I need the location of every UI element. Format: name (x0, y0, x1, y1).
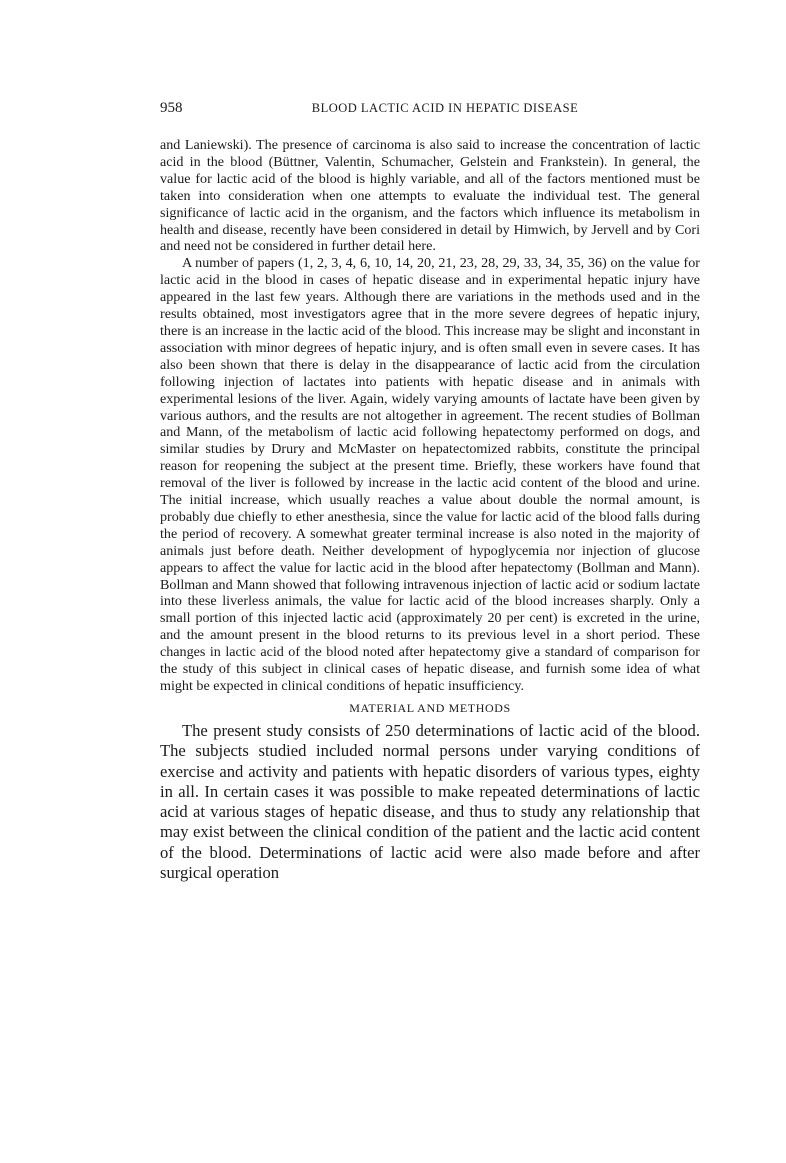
paragraph-present-study: The present study consists of 250 determinations of lactic acid of the blood. The subjects studied included normal persons under varying conditions of exercise and activity and patients with hepatic disorders of various types, eighty in all. In certain cases it was possible to make repeated determinations of lactic acid at various stages of hepatic disease, and thus to study any relationship that may exist between the clinical condition of the patient and the lactic acid content of the blood. Determinations of lactic acid were also made before and after surgical operation (160, 720, 700, 882)
paragraph-continuation: and Laniewski). The presence of carcinoma is also said to increase the concentration of lactic acid in the blood (Büttner, Valentin, Schumacher, Gelstein and Frankstein). In general, the value for lactic acid of the blood is highly variable, and all of the factors mentioned must be taken into consideration when one attempts to evaluate the individual test. The general significance of lactic acid in the organism, and the factors which influence its metabolism in health and disease, recently have been considered in detail by Himwich, by Jervell and by Cori and need not be considered in further detail here. (160, 137, 700, 255)
paragraph-literature-review: A number of papers (1, 2, 3, 4, 6, 10, 14, 20, 21, 23, 28, 29, 33, 34, 35, 36) on the value for lactic acid in the blood in cases of hepatic disease and in experimental hepatic injury have appeared in the last few years. Although there are variations in the methods used and in the results obtained, most investigators agree that in the more severe degrees of hepatic injury, there is an increase in the lactic acid of the blood. This increase may be slight and inconstant in association with minor degrees of hepatic injury, and is often small even in severe cases. It has also been shown that there is delay in the disappearance of lactic acid from the circulation following injection of lactates into patients with hepatic disease and in animals with experimental lesions of the liver. Again, widely varying amounts of lactate have been given by various authors, and the results are not altogether in agreement. The recent studies of Bollman and Mann, of the metabolism of lactic acid following hepatectomy performed on dogs, and similar studies by Drury and McMaster on hepatectomized rabbits, constitute the principal reason for reopening the subject at the present time. Briefly, these workers have found that removal of the liver is followed by increase in the lactic acid content of the blood and urine. The initial increase, which usually reaches a value about double the normal amount, is probably due chiefly to ether anesthesia, since the value for lactic acid of the blood falls during the period of recovery. A somewhat greater terminal increase is also noted in the majority of animals just before death. Neither development of hypoglycemia nor injection of glucose appears to affect the value for lactic acid in the blood after hepatectomy (Bollman and Mann). Bollman and Mann showed that following intravenous injection of lactic acid or sodium lactate into these liverless animals, the value for lactic acid of the blood increases sharply. Only a small portion of this injected lactic acid (approximately 20 per cent) is excreted in the urine, and the amount present in the blood returns to its previous level in a short period. These changes in lactic acid of the blood noted after hepatectomy give a standard of comparison for the study of this subject in clinical cases of hepatic disease, and furnish some idea of what might be expected in clinical conditions of hepatic insufficiency. (160, 255, 700, 694)
journal-page (160, 96, 700, 883)
section-heading-material-and-methods: MATERIAL AND METHODS (349, 700, 511, 715)
page-number: 958 (160, 100, 183, 116)
running-title: BLOOD LACTIC ACID IN HEPATIC DISEASE (311, 101, 579, 115)
page-header (160, 96, 700, 120)
